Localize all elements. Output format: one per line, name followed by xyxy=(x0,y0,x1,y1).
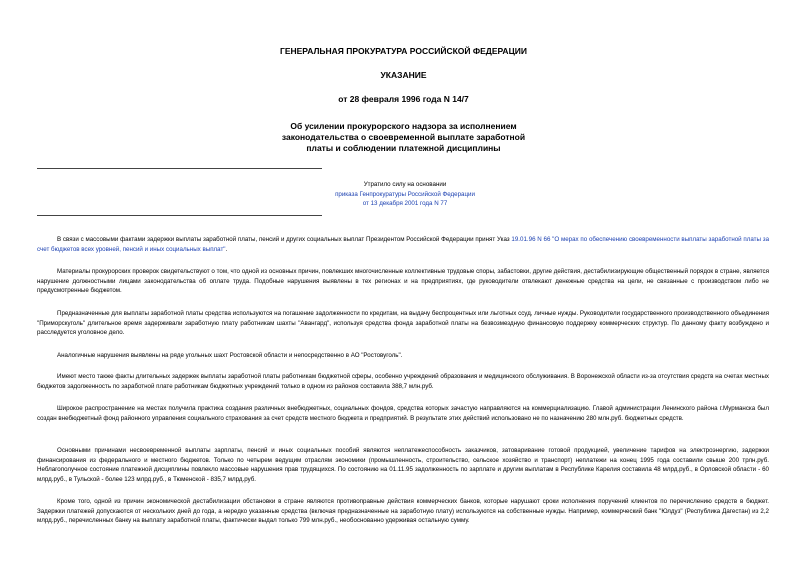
divider-top xyxy=(37,168,322,169)
doc-type-heading: УКАЗАНИЕ xyxy=(380,70,427,80)
paragraph-text: Аналогичные нарушения выявлены на ряде угольных шахт Ростовской области и непосредственно в АО "Ростовуголь". xyxy=(57,352,403,359)
doc-title xyxy=(0,121,807,154)
repeal-order-link[interactable]: приказа Генпрокуратуры Российской Федерации xyxy=(335,190,475,198)
paragraph-2 xyxy=(37,267,769,296)
doc-date-number: от 28 февраля 1996 года N 14/7 xyxy=(338,94,469,104)
paragraph-4 xyxy=(37,351,769,361)
paragraph-text: Основными причинами несвоевременной выплаты зарплаты, пенсий и иных социальных пособий являются неплатежеспособность заказчиков, затоваривание готовой продукцией, увеличение тарифов на электроэнергию, задержки финансирования из федерального и местного бюджетов. Только по четырем ведущим отраслям экономики (промышленность, строительство, сельское хозяйство и транспорт) неплатежи на конец 1995 года составили свыше 200 трлн.руб. Неблагополучное состояние платежной дисциплины повлекло массовые нарушения прав трудящихся. По состоянию на 01.11.95 задолженность по зарплате и другим выплатам в Республике Карелия составила 48 млрд.руб., в Орловской области - 60 млрд.руб., в Тульской - более 123 млрд.руб., в Тюменской - 835,7 млрд.руб. xyxy=(37,447,769,483)
paragraph-7 xyxy=(37,446,769,484)
org-heading: ГЕНЕРАЛЬНАЯ ПРОКУРАТУРА РОССИЙСКОЙ ФЕДЕРАЦИИ xyxy=(280,46,527,56)
paragraph-text: . xyxy=(225,245,228,253)
paragraph-text: В связи с массовыми фактами задержки выплаты заработной платы, пенсий и других социальных выплат Президентом Российской Федерации принят Указ xyxy=(57,236,512,243)
paragraph-1 xyxy=(37,235,769,254)
divider-bottom xyxy=(37,215,322,216)
paragraph-text: Широкое распространение на местах получила практика создания различных внебюджетных, социальных фондов, средства которых зачастую направляются на коммерциализацию. Главой администрации Ленинского района г.Мурманска был создан внебюджетный фонд районного управления социального страхования за счет средств местного бюджета и предприятий. В результате этих действий использовано не по назначению 280 млн.руб. бюджетных средств. xyxy=(37,405,769,422)
paragraph-text: Материалы прокурорских проверок свидетельствуют о том, что одной из основных причин, повлекших многочисленные коллективные трудовые споры, забастовки, другие действия, дестабилизирующие общественный порядок в стране, является нарушение должностными лицами законодательства об оплате труда. Подобные нарушения выявлены в тех регионах и на предприятиях, где руководители отвлекают денежные средства на цели, не связанные с производством либо не предусмотренные бюджетом. xyxy=(37,268,769,295)
paragraph-5 xyxy=(37,372,769,391)
doc-title-line: Об усилении прокурорского надзора за исполнением xyxy=(290,121,517,131)
decree-link[interactable]: 19.01.96 N 66 "О мерах по обеспечению своевременности выплаты заработной платы за счет бюджетов всех уровней, пенсий и иных социальных выплат" xyxy=(37,236,770,253)
paragraph-text: Предназначенные для выплаты заработной платы средства используются на погашение задолженности по кредитам, на выдачу беспроцентных или льготных ссуд, личные нужды. Руководители государственного производственного объединения "Приморскуголь" длительное время задерживали заработную плату работникам шахты "Авангард", используя средства фонда заработной платы на безвозмездную финансовую поддержку коммерческих структур. По данному факту возбуждено и расследуется уголовное дело. xyxy=(37,310,769,337)
status-note xyxy=(300,180,510,209)
repeal-order-date-link[interactable]: от 13 декабря 2001 года N 77 xyxy=(362,200,448,207)
paragraph-text: Имеют место также факты длительных задержек выплаты заработной платы работникам бюджетной сферы, особенно учреждений образования и медицинского обслуживания. В Воронежской области из-за отсутствия средств на счетах местных бюджетов задолженность по заработной плате работникам бюджетных учреждений только в одном из районов составила 388,7 млн.руб. xyxy=(37,373,769,390)
doc-title-line: платы и соблюдении платежной дисциплины xyxy=(306,143,501,153)
doc-title-line: законодательства о своевременной выплате заработной xyxy=(281,132,526,142)
paragraph-8 xyxy=(37,497,769,526)
status-note-text: Утратило силу на основании xyxy=(363,181,447,188)
paragraph-3 xyxy=(37,309,769,338)
paragraph-6 xyxy=(37,404,769,423)
paragraph-text: Кроме того, одной из причин экономической дестабилизации обстановки в стране являются противоправные действия коммерческих банков, которые нарушают сроки исполнения поручений клиентов по перечислению средств в бюджет. Задержки платежей допускаются от нескольких дней до года, а нередко указанные средства (включая предназначенные на заработную плату) используются на собственные нужды. Например, коммерческий банк "Юлдуз" (Республика Дагестан) из 2,2 млрд.руб., перечисленных банку на выплату заработной платы, фактически выдал только 799 млн.руб., необоснованно удерживая остальную сумму. xyxy=(37,498,769,525)
